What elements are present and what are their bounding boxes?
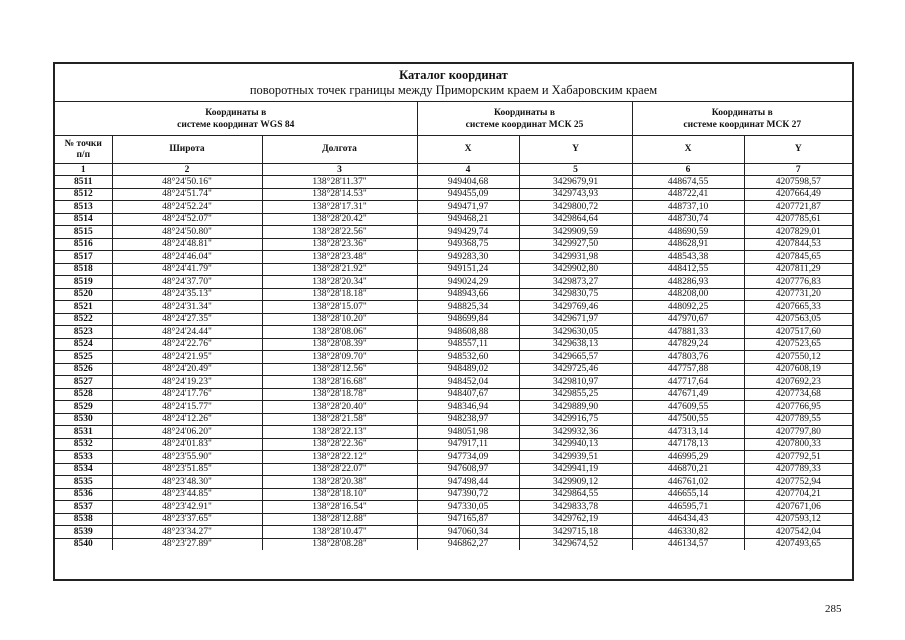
cell-msk27-y: 4207844,53 (744, 238, 852, 251)
table-row (55, 326, 852, 339)
cell-msk27-x: 446330,82 (632, 526, 744, 539)
cell-msk25-x: 948699,84 (417, 313, 519, 326)
cell-msk25-y: 3429671,97 (519, 313, 632, 326)
cell-latitude: 48°24'51.74" (112, 188, 262, 201)
cell-msk27-x: 448092,25 (632, 301, 744, 314)
column-number: 4 (417, 164, 519, 176)
cell-msk27-x: 447717,64 (632, 376, 744, 389)
header-point-number: № точки п/п (55, 136, 112, 164)
cell-msk25-y: 3429902,80 (519, 263, 632, 276)
cell-point-number: 8530 (55, 413, 112, 426)
group-header-wgs84: Координаты в системе координат WGS 84 (55, 102, 417, 136)
cell-msk27-y: 4207517,60 (744, 326, 852, 339)
cell-msk25-x: 948608,88 (417, 326, 519, 339)
group-header-msk27: Координаты в системе координат МСК 27 (632, 102, 852, 136)
cell-msk27-x: 448722,41 (632, 188, 744, 201)
cell-msk27-x: 447178,13 (632, 438, 744, 451)
cell-longitude: 138°28'23.48" (262, 251, 417, 264)
cell-longitude: 138°28'18.10" (262, 488, 417, 501)
cell-msk27-x: 446134,57 (632, 538, 744, 550)
cell-msk25-y: 3429674,52 (519, 538, 632, 550)
column-number: 7 (744, 164, 852, 176)
cell-msk25-x: 948532,60 (417, 351, 519, 364)
cell-latitude: 48°24'41.79" (112, 263, 262, 276)
cell-point-number: 8526 (55, 363, 112, 376)
table-row (55, 351, 852, 364)
cell-msk27-y: 4207542,04 (744, 526, 852, 539)
cell-point-number: 8536 (55, 488, 112, 501)
table-row (55, 413, 852, 426)
cell-latitude: 48°24'21.95" (112, 351, 262, 364)
cell-msk25-x: 949471,97 (417, 201, 519, 214)
cell-msk27-x: 446995,29 (632, 451, 744, 464)
cell-longitude: 138°28'17.31" (262, 201, 417, 214)
cell-msk25-x: 949024,29 (417, 276, 519, 289)
cell-latitude: 48°23'34.27" (112, 526, 262, 539)
header-msk25-y: Y (519, 136, 632, 164)
cell-msk27-x: 447970,67 (632, 313, 744, 326)
cell-msk27-y: 4207608,19 (744, 363, 852, 376)
cell-msk25-y: 3429800,72 (519, 201, 632, 214)
cell-latitude: 48°24'50.16" (112, 176, 262, 189)
cell-msk25-y: 3429855,25 (519, 388, 632, 401)
table-row (55, 476, 852, 489)
table-row (55, 376, 852, 389)
column-number-row (55, 164, 852, 176)
cell-point-number: 8518 (55, 263, 112, 276)
cell-msk27-x: 447609,55 (632, 401, 744, 414)
cell-point-number: 8512 (55, 188, 112, 201)
cell-latitude: 48°24'20.49" (112, 363, 262, 376)
cell-point-number: 8539 (55, 526, 112, 539)
cell-msk27-y: 4207752,94 (744, 476, 852, 489)
header-msk27-y: Y (744, 136, 852, 164)
cell-msk27-y: 4207789,55 (744, 413, 852, 426)
cell-latitude: 48°24'24.44" (112, 326, 262, 339)
cell-msk25-x: 947734,09 (417, 451, 519, 464)
cell-msk25-x: 949404,68 (417, 176, 519, 189)
cell-msk25-x: 949283,30 (417, 251, 519, 264)
table-row (55, 438, 852, 451)
cell-msk25-x: 949151,24 (417, 263, 519, 276)
table-row (55, 301, 852, 314)
cell-msk25-y: 3429916,75 (519, 413, 632, 426)
cell-msk25-y: 3429769,46 (519, 301, 632, 314)
cell-longitude: 138°28'11.37" (262, 176, 417, 189)
cell-msk25-x: 949429,74 (417, 226, 519, 239)
cell-msk25-y: 3429931,98 (519, 251, 632, 264)
cell-point-number: 8532 (55, 438, 112, 451)
cell-msk27-y: 4207785,61 (744, 213, 852, 226)
cell-point-number: 8528 (55, 388, 112, 401)
table-row (55, 538, 852, 550)
cell-msk25-x: 947060,34 (417, 526, 519, 539)
cell-msk27-y: 4207731,20 (744, 288, 852, 301)
column-number: 6 (632, 164, 744, 176)
table-row (55, 201, 852, 214)
cell-msk25-y: 3429830,75 (519, 288, 632, 301)
cell-msk25-x: 948489,02 (417, 363, 519, 376)
cell-msk27-y: 4207797,80 (744, 426, 852, 439)
cell-msk27-y: 4207734,68 (744, 388, 852, 401)
cell-msk27-y: 4207563,05 (744, 313, 852, 326)
cell-msk27-y: 4207692,23 (744, 376, 852, 389)
table-row (55, 363, 852, 376)
cell-msk27-x: 448543,38 (632, 251, 744, 264)
cell-latitude: 48°24'48.81" (112, 238, 262, 251)
table-row (55, 251, 852, 264)
cell-longitude: 138°28'08.39" (262, 338, 417, 351)
cell-longitude: 138°28'10.20" (262, 313, 417, 326)
table-row (55, 288, 852, 301)
cell-msk27-x: 448628,91 (632, 238, 744, 251)
header-msk25-x: X (417, 136, 519, 164)
cell-msk27-x: 447500,55 (632, 413, 744, 426)
cell-msk25-x: 947330,05 (417, 501, 519, 514)
cell-longitude: 138°28'20.38" (262, 476, 417, 489)
cell-point-number: 8522 (55, 313, 112, 326)
cell-msk27-y: 4207704,21 (744, 488, 852, 501)
cell-point-number: 8519 (55, 276, 112, 289)
cell-msk25-x: 948943,66 (417, 288, 519, 301)
table-row (55, 526, 852, 539)
cell-longitude: 138°28'14.53" (262, 188, 417, 201)
cell-longitude: 138°28'16.54" (262, 501, 417, 514)
cell-msk25-y: 3429864,64 (519, 213, 632, 226)
cell-point-number: 8534 (55, 463, 112, 476)
cell-msk27-y: 4207671,06 (744, 501, 852, 514)
cell-point-number: 8524 (55, 338, 112, 351)
coordinate-catalog-frame (53, 62, 854, 581)
cell-msk25-x: 949368,75 (417, 238, 519, 251)
cell-latitude: 48°23'51.85" (112, 463, 262, 476)
cell-msk25-y: 3429932,36 (519, 426, 632, 439)
cell-msk27-y: 4207766,95 (744, 401, 852, 414)
group-header-row (55, 102, 852, 136)
cell-msk27-x: 447829,24 (632, 338, 744, 351)
header-msk27-x: X (632, 136, 744, 164)
table-row (55, 213, 852, 226)
cell-latitude: 48°24'15.77" (112, 401, 262, 414)
cell-msk25-y: 3429743,93 (519, 188, 632, 201)
cell-msk25-x: 949455,09 (417, 188, 519, 201)
cell-msk27-x: 448412,55 (632, 263, 744, 276)
cell-msk25-x: 948051,98 (417, 426, 519, 439)
cell-msk27-x: 446761,02 (632, 476, 744, 489)
cell-point-number: 8514 (55, 213, 112, 226)
cell-point-number: 8538 (55, 513, 112, 526)
cell-msk27-x: 446434,43 (632, 513, 744, 526)
cell-msk25-x: 949468,21 (417, 213, 519, 226)
cell-msk27-x: 448208,00 (632, 288, 744, 301)
cell-point-number: 8516 (55, 238, 112, 251)
cell-latitude: 48°24'46.04" (112, 251, 262, 264)
cell-msk25-x: 948825,34 (417, 301, 519, 314)
page-number: 285 (825, 603, 842, 615)
group-header-msk25: Координаты в системе координат МСК 25 (417, 102, 632, 136)
table-row (55, 263, 852, 276)
cell-point-number: 8531 (55, 426, 112, 439)
cell-msk27-y: 4207523,65 (744, 338, 852, 351)
cell-msk27-x: 447313,14 (632, 426, 744, 439)
cell-point-number: 8527 (55, 376, 112, 389)
column-number: 2 (112, 164, 262, 176)
cell-latitude: 48°23'44.85" (112, 488, 262, 501)
cell-msk25-x: 947390,72 (417, 488, 519, 501)
cell-msk27-x: 448730,74 (632, 213, 744, 226)
cell-msk27-y: 4207665,33 (744, 301, 852, 314)
column-header-row (55, 136, 852, 164)
cell-msk27-y: 4207721,87 (744, 201, 852, 214)
cell-msk27-y: 4207593,12 (744, 513, 852, 526)
cell-msk27-y: 4207664,49 (744, 188, 852, 201)
cell-longitude: 138°28'20.34" (262, 276, 417, 289)
cell-msk25-y: 3429630,05 (519, 326, 632, 339)
cell-msk25-y: 3429833,78 (519, 501, 632, 514)
cell-latitude: 48°24'19.23" (112, 376, 262, 389)
header-longitude: Долгота (262, 136, 417, 164)
cell-msk27-y: 4207550,12 (744, 351, 852, 364)
cell-longitude: 138°28'16.68" (262, 376, 417, 389)
cell-latitude: 48°23'37.65" (112, 513, 262, 526)
table-row (55, 226, 852, 239)
table-row (55, 276, 852, 289)
cell-msk25-x: 948452,04 (417, 376, 519, 389)
cell-point-number: 8521 (55, 301, 112, 314)
table-row (55, 238, 852, 251)
cell-latitude: 48°23'42.91" (112, 501, 262, 514)
cell-longitude: 138°28'12.88" (262, 513, 417, 526)
table-row (55, 313, 852, 326)
coordinate-table (55, 102, 852, 550)
cell-point-number: 8511 (55, 176, 112, 189)
cell-msk27-x: 447803,76 (632, 351, 744, 364)
cell-msk27-y: 4207792,51 (744, 451, 852, 464)
cell-latitude: 48°24'17.76" (112, 388, 262, 401)
cell-msk25-y: 3429762,19 (519, 513, 632, 526)
cell-point-number: 8523 (55, 326, 112, 339)
table-row (55, 401, 852, 414)
table-row (55, 426, 852, 439)
cell-msk27-x: 448690,59 (632, 226, 744, 239)
cell-msk27-y: 4207800,33 (744, 438, 852, 451)
table-row (55, 501, 852, 514)
cell-point-number: 8533 (55, 451, 112, 464)
column-number: 3 (262, 164, 417, 176)
cell-longitude: 138°28'23.36" (262, 238, 417, 251)
cell-msk25-y: 3429941,19 (519, 463, 632, 476)
cell-msk25-y: 3429873,27 (519, 276, 632, 289)
table-row (55, 338, 852, 351)
cell-point-number: 8513 (55, 201, 112, 214)
cell-latitude: 48°24'37.70" (112, 276, 262, 289)
cell-msk27-y: 4207845,65 (744, 251, 852, 264)
cell-msk25-x: 946862,27 (417, 538, 519, 550)
cell-latitude: 48°24'35.13" (112, 288, 262, 301)
cell-msk27-x: 448286,93 (632, 276, 744, 289)
cell-msk25-x: 948557,11 (417, 338, 519, 351)
cell-longitude: 138°28'20.40" (262, 401, 417, 414)
cell-msk27-y: 4207829,01 (744, 226, 852, 239)
cell-point-number: 8520 (55, 288, 112, 301)
cell-longitude: 138°28'15.07" (262, 301, 417, 314)
cell-latitude: 48°23'55.90" (112, 451, 262, 464)
cell-msk25-y: 3429927,50 (519, 238, 632, 251)
cell-msk27-x: 447881,33 (632, 326, 744, 339)
cell-msk25-x: 947165,87 (417, 513, 519, 526)
catalog-title: Каталог координат (399, 68, 508, 82)
cell-longitude: 138°28'22.56" (262, 226, 417, 239)
table-row (55, 188, 852, 201)
cell-longitude: 138°28'09.70" (262, 351, 417, 364)
table-row (55, 463, 852, 476)
cell-msk25-x: 948407,67 (417, 388, 519, 401)
table-row (55, 488, 852, 501)
cell-longitude: 138°28'22.36" (262, 438, 417, 451)
cell-msk25-x: 947917,11 (417, 438, 519, 451)
cell-msk27-y: 4207598,57 (744, 176, 852, 189)
cell-msk25-y: 3429665,57 (519, 351, 632, 364)
cell-msk25-x: 948346,94 (417, 401, 519, 414)
cell-msk25-y: 3429909,12 (519, 476, 632, 489)
cell-msk27-y: 4207776,83 (744, 276, 852, 289)
cell-longitude: 138°28'21.58" (262, 413, 417, 426)
cell-latitude: 48°23'27.89" (112, 538, 262, 550)
cell-longitude: 138°28'08.28" (262, 538, 417, 550)
cell-latitude: 48°24'31.34" (112, 301, 262, 314)
cell-point-number: 8540 (55, 538, 112, 550)
cell-point-number: 8517 (55, 251, 112, 264)
cell-msk25-x: 947608,97 (417, 463, 519, 476)
table-row (55, 451, 852, 464)
cell-latitude: 48°24'50.80" (112, 226, 262, 239)
cell-msk27-y: 4207811,29 (744, 263, 852, 276)
cell-msk27-x: 447671,49 (632, 388, 744, 401)
cell-msk25-y: 3429715,18 (519, 526, 632, 539)
cell-longitude: 138°28'22.12" (262, 451, 417, 464)
cell-longitude: 138°28'18.18" (262, 288, 417, 301)
cell-msk25-x: 947498,44 (417, 476, 519, 489)
cell-msk27-x: 446595,71 (632, 501, 744, 514)
cell-latitude: 48°23'48.30" (112, 476, 262, 489)
cell-longitude: 138°28'22.07" (262, 463, 417, 476)
cell-msk25-y: 3429638,13 (519, 338, 632, 351)
cell-point-number: 8535 (55, 476, 112, 489)
cell-latitude: 48°24'06.20" (112, 426, 262, 439)
cell-msk25-y: 3429864,55 (519, 488, 632, 501)
catalog-title-block (55, 64, 852, 102)
cell-msk25-x: 948238,97 (417, 413, 519, 426)
cell-latitude: 48°24'22.76" (112, 338, 262, 351)
header-latitude: Широта (112, 136, 262, 164)
cell-longitude: 138°28'20.42" (262, 213, 417, 226)
cell-msk25-y: 3429909,59 (519, 226, 632, 239)
cell-msk25-y: 3429810,97 (519, 376, 632, 389)
cell-msk25-y: 3429940,13 (519, 438, 632, 451)
cell-longitude: 138°28'18.78" (262, 388, 417, 401)
cell-longitude: 138°28'22.13" (262, 426, 417, 439)
cell-longitude: 138°28'10.47" (262, 526, 417, 539)
table-row (55, 388, 852, 401)
cell-msk25-y: 3429679,91 (519, 176, 632, 189)
cell-longitude: 138°28'12.56" (262, 363, 417, 376)
cell-latitude: 48°24'01.83" (112, 438, 262, 451)
cell-latitude: 48°24'52.07" (112, 213, 262, 226)
cell-point-number: 8515 (55, 226, 112, 239)
cell-msk27-x: 448674,55 (632, 176, 744, 189)
cell-msk25-y: 3429889,90 (519, 401, 632, 414)
table-row (55, 513, 852, 526)
cell-msk25-y: 3429725,46 (519, 363, 632, 376)
cell-point-number: 8525 (55, 351, 112, 364)
cell-msk27-x: 446870,21 (632, 463, 744, 476)
cell-latitude: 48°24'52.24" (112, 201, 262, 214)
cell-msk27-y: 4207493,65 (744, 538, 852, 550)
catalog-subtitle: поворотных точек границы между Приморским краем и Хабаровским краем (249, 83, 658, 97)
cell-msk27-x: 448737,10 (632, 201, 744, 214)
cell-longitude: 138°28'21.92" (262, 263, 417, 276)
cell-latitude: 48°24'12.26" (112, 413, 262, 426)
column-number: 5 (519, 164, 632, 176)
column-number: 1 (55, 164, 112, 176)
cell-point-number: 8537 (55, 501, 112, 514)
cell-msk27-x: 446655,14 (632, 488, 744, 501)
cell-point-number: 8529 (55, 401, 112, 414)
cell-latitude: 48°24'27.35" (112, 313, 262, 326)
cell-msk27-y: 4207789,33 (744, 463, 852, 476)
cell-msk27-x: 447757,88 (632, 363, 744, 376)
cell-msk25-y: 3429939,51 (519, 451, 632, 464)
cell-longitude: 138°28'08.06" (262, 326, 417, 339)
table-row (55, 176, 852, 189)
